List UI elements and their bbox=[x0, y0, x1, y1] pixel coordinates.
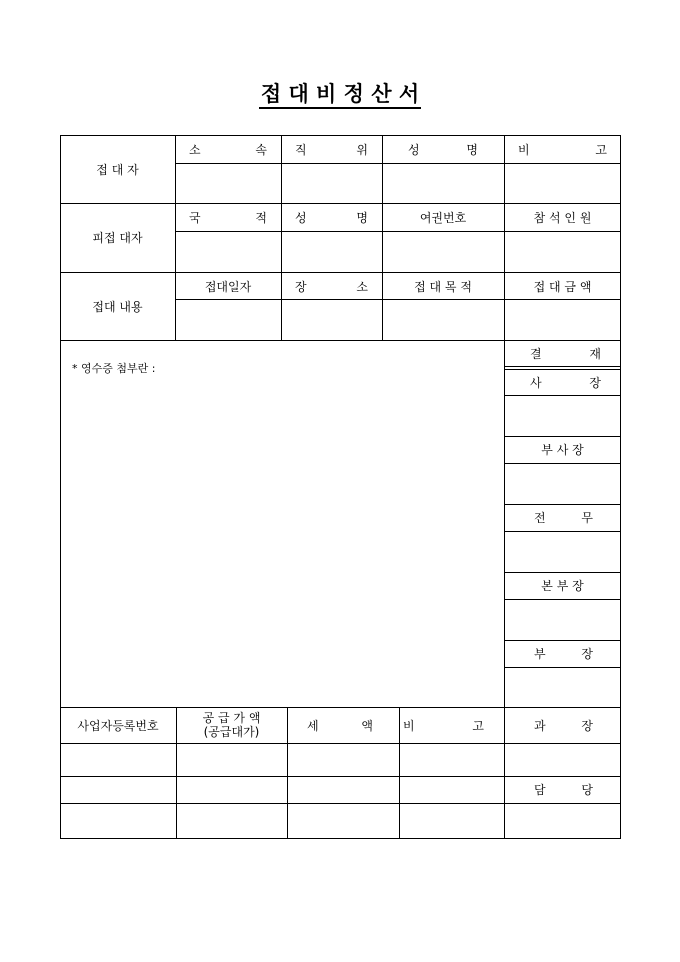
divider bbox=[287, 707, 288, 839]
host-header-name: 성 명 bbox=[408, 142, 478, 157]
guest-header-attendees: 참 석 인 원 bbox=[533, 210, 592, 225]
guest-header-passport: 여권번호 bbox=[419, 210, 467, 225]
divider bbox=[175, 299, 621, 300]
approval-managing-director: 전 무 bbox=[534, 511, 593, 525]
divider bbox=[176, 707, 177, 839]
divider bbox=[281, 135, 282, 340]
approval-division-head: 본 부 장 bbox=[541, 579, 584, 593]
divider bbox=[60, 743, 621, 744]
receipt-note: * 영수증 첨부란 : bbox=[72, 362, 156, 375]
approval-vice-president: 부 사 장 bbox=[541, 443, 584, 457]
divider bbox=[175, 135, 176, 340]
content-header-purpose: 접 대 목 적 bbox=[414, 279, 472, 294]
approval-president: 사 장 bbox=[530, 375, 601, 390]
supply-header-supply-amount: 공 급 가 액 (공급대가) bbox=[202, 711, 261, 739]
supply-header-tax: 세 액 bbox=[307, 718, 373, 733]
content-header-amount: 접 대 금 액 bbox=[533, 279, 592, 294]
approval-header: 결 재 bbox=[530, 347, 601, 361]
divider bbox=[60, 803, 621, 804]
divider bbox=[504, 531, 621, 532]
divider bbox=[504, 395, 621, 396]
divider bbox=[504, 366, 621, 367]
host-header-dept: 소 속 bbox=[189, 142, 267, 157]
host-header-position: 직 위 bbox=[295, 142, 368, 157]
approval-in-charge: 담 당 bbox=[534, 783, 593, 797]
divider bbox=[175, 163, 621, 164]
approval-section-chief: 과 장 bbox=[534, 718, 593, 733]
content-header-place: 장 소 bbox=[295, 279, 368, 294]
host-header-remarks: 비 고 bbox=[518, 142, 607, 157]
divider bbox=[504, 463, 621, 464]
divider bbox=[504, 667, 621, 668]
document-title: 접 대 비 정 산 서 bbox=[0, 78, 680, 108]
supply-header-remarks: 비 고 bbox=[403, 718, 484, 733]
approval-department-head: 부 장 bbox=[534, 647, 593, 661]
supply-header-business-number: 사업자등록번호 bbox=[77, 718, 159, 733]
guest-header-name: 성 명 bbox=[295, 210, 368, 225]
guest-header-nationality: 국 적 bbox=[189, 210, 267, 225]
guest-section-label: 피접 대자 bbox=[92, 231, 143, 245]
content-header-date: 접대일자 bbox=[204, 279, 252, 294]
divider bbox=[504, 599, 621, 600]
divider bbox=[175, 231, 621, 232]
divider bbox=[399, 707, 400, 839]
content-section-label: 접대 내용 bbox=[92, 299, 143, 314]
divider bbox=[382, 135, 383, 340]
host-section-label: 접 대 자 bbox=[96, 162, 139, 177]
